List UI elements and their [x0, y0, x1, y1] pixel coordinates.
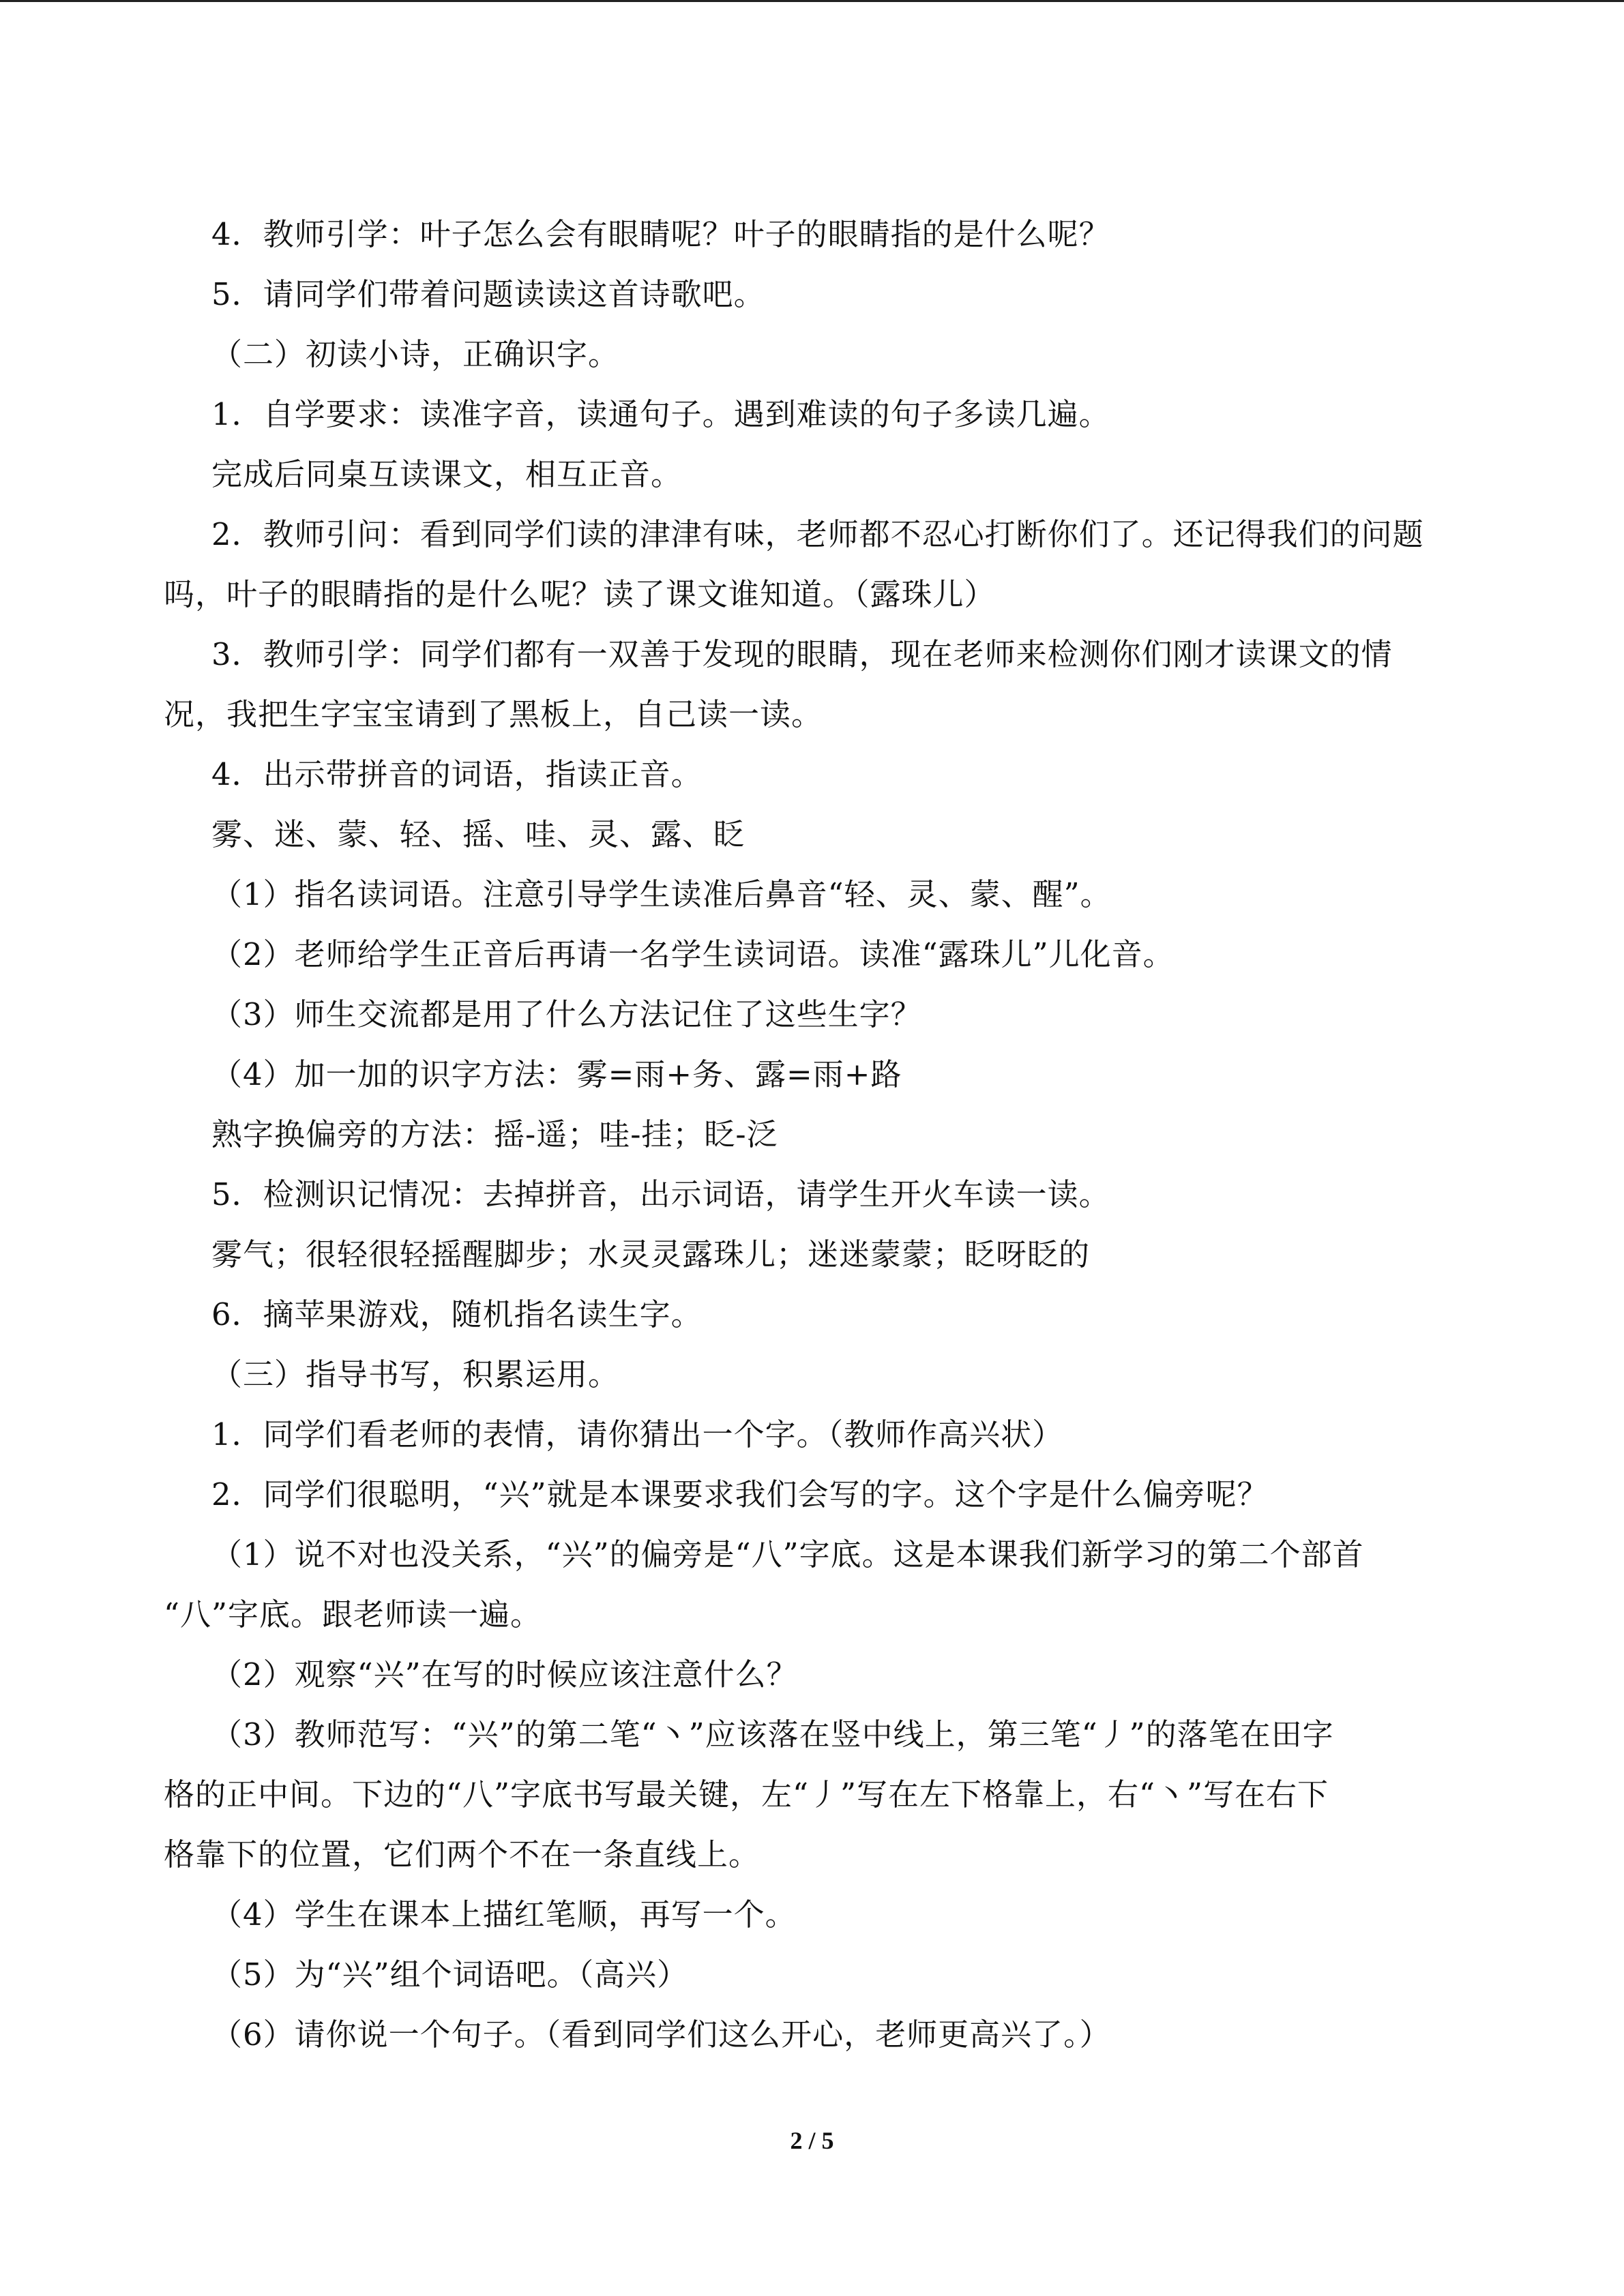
text-line: （6）请你说一个句子。（看到同学们这么开心，老师更高兴了。）	[211, 2016, 1111, 2053]
text-line: 5．检测识记情况：去掉拼音，出示词语，请学生开火车读一读。	[211, 1176, 1110, 1212]
text-line: 5．请同学们带着问题读读这首诗歌吧。	[211, 276, 765, 312]
text-line: 雾气；很轻很轻摇醒脚步；水灵灵露珠儿；迷迷蒙蒙；眨呀眨的	[211, 1236, 1091, 1272]
text-line: （3）教师范写：“兴”的第二笔“丶”应该落在竖中线上，第三笔“丿”的落笔在田字	[211, 1716, 1334, 1753]
text-line: 2．同学们很聪明，“兴”就是本课要求我们会写的字。这个字是什么偏旁呢？	[211, 1476, 1269, 1512]
text-line: （三）指导书写，积累运用。	[211, 1356, 620, 1392]
text-line: 格的正中间。下边的“八”字底书写最关键，左“丿”写在左下格靠上，右“丶”写在右下	[164, 1776, 1329, 1813]
text-line: 1．自学要求：读准字音，读通句子。遇到难读的句子多读几遍。	[211, 396, 1110, 432]
page-number: 2 / 5	[790, 2127, 834, 2154]
text-line: 完成后同桌互读课文，相互正音。	[211, 456, 683, 492]
text-line: 吗，叶子的眼睛指的是什么呢？读了课文谁知道。（露珠儿）	[164, 576, 996, 612]
text-line: （5）为“兴”组个词语吧。（高兴）	[211, 1956, 689, 1993]
text-line: 2．教师引问：看到同学们读的津津有味，老师都不忍心打断你们了。还记得我们的问题	[211, 516, 1424, 552]
text-line: （二）初读小诗，正确识字。	[211, 336, 620, 372]
document-body	[164, 205, 1480, 2065]
page-top-border	[0, 0, 1624, 2]
text-line: 4．教师引学：叶子怎么会有眼睛呢？叶子的眼睛指的是什么呢？	[211, 216, 1110, 252]
text-line: （4）学生在课本上描红笔顺，再写一个。	[211, 1896, 797, 1933]
text-line: 格靠下的位置，它们两个不在一条直线上。	[164, 1836, 761, 1873]
text-line: （1）指名读词语。注意引导学生读准后鼻音“轻、灵、蒙、醒”。	[211, 876, 1112, 912]
text-line: （2）老师给学生正音后再请一名学生读词语。读准“露珠儿”儿化音。	[211, 936, 1175, 972]
text-line: 1．同学们看老师的表情，请你猜出一个字。（教师作高兴状）	[211, 1416, 1064, 1452]
text-line: 雾、迷、蒙、轻、摇、哇、灵、露、眨	[211, 816, 745, 852]
text-line: “八”字底。跟老师读一遍。	[164, 1596, 542, 1632]
text-line: 况，我把生字宝宝请到了黑板上，自己读一读。	[164, 696, 823, 732]
text-line: （2）观察“兴”在写的时候应该注意什么？	[211, 1656, 798, 1693]
text-line: 3．教师引学：同学们都有一双善于发现的眼睛，现在老师来检测你们刚才读课文的情	[211, 636, 1393, 672]
text-line: （1）说不对也没关系，“兴”的偏旁是“八”字底。这是本课我们新学习的第二个部首	[211, 1536, 1364, 1572]
text-line: 熟字换偏旁的方法：摇-遥；哇-挂；眨-泛	[211, 1116, 778, 1152]
text-line: 4．出示带拼音的词语，指读正音。	[211, 756, 703, 792]
text-line: 6．摘苹果游戏，随机指名读生字。	[211, 1296, 703, 1332]
text-line: （3）师生交流都是用了什么方法记住了这些生字？	[211, 996, 922, 1032]
text-line: （4）加一加的识字方法：雾=雨+务、露=雨+路	[211, 1056, 902, 1092]
